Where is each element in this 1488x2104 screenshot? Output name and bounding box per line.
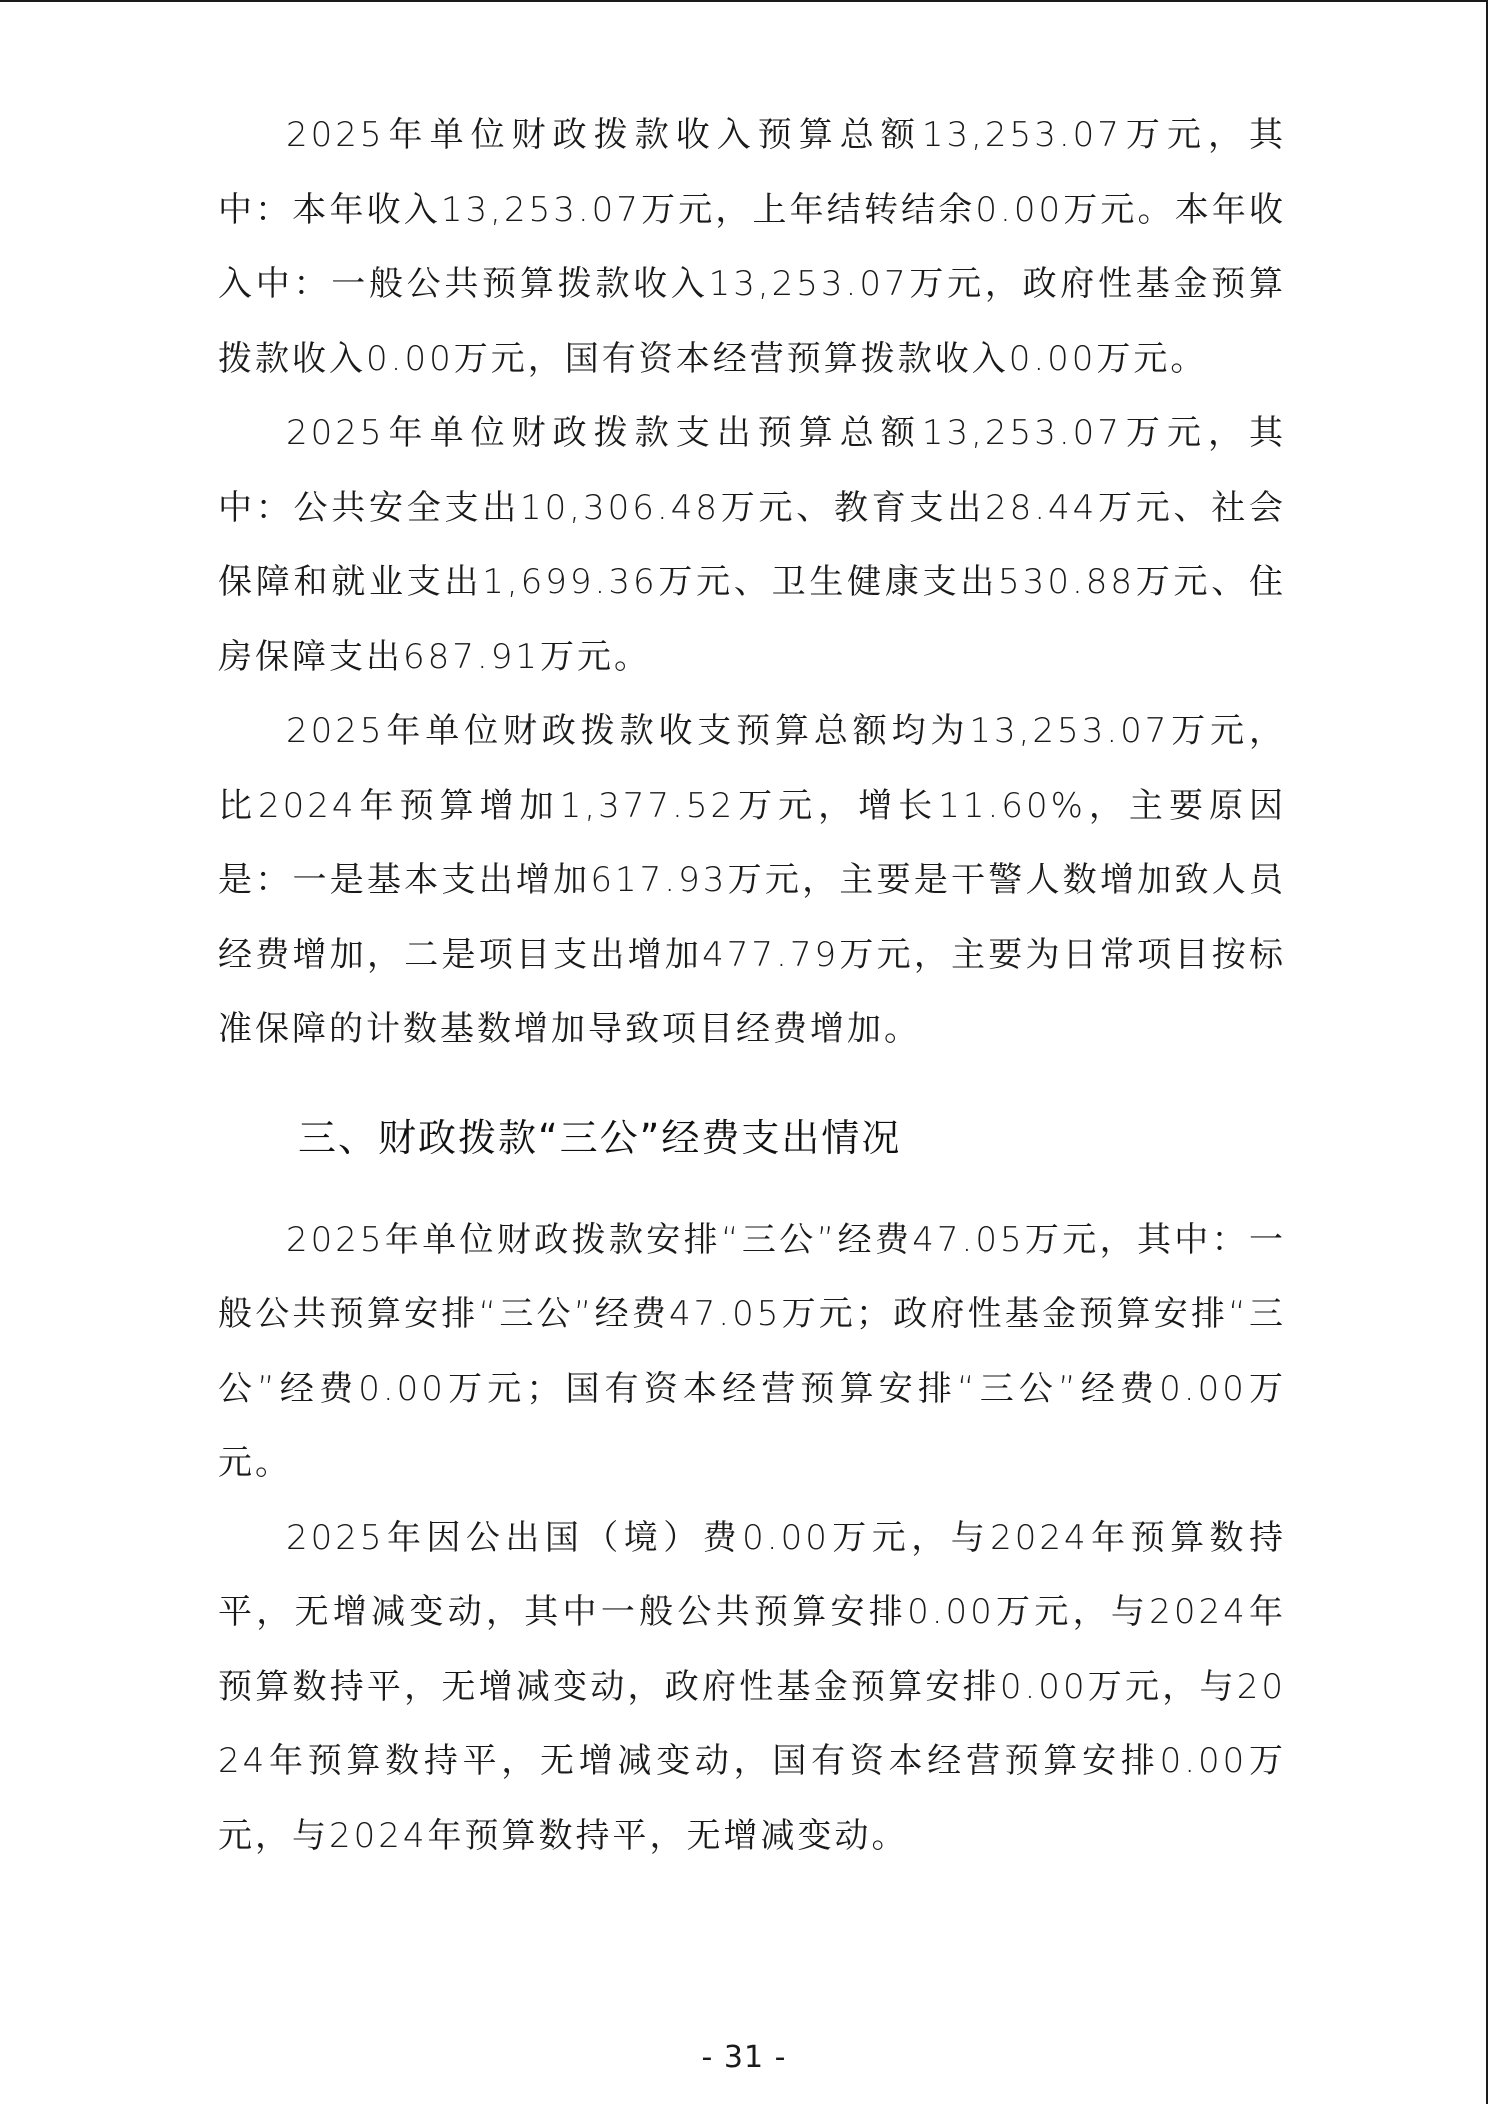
paragraph-revenue-budget: 2025年单位财政拨款收入预算总额13,253.07万元，其中：本年收入13,253.07万元，上年结转结余0.00万元。本年收入中：一般公共预算拨款收入13,253.07万元，政府性基金预算拨款收入0.00万元，国有资本经营预算拨款收入0.00万元。 <box>218 115 1286 379</box>
page-number: - 31 - <box>701 2040 787 2075</box>
paragraph-three-public-expenses: 2025年单位财政拨款安排“三公”经费47.05万元，其中：一般公共预算安排“三公”经费47.05万元；政府性基金预算安排“三公”经费0.00万元；国有资本经营预算安排“三公”经费0.00万元。 <box>218 1219 1286 1483</box>
page-content <box>218 98 1286 1873</box>
section-heading-three-public-expenses: 三、财政拨款“三公”经费支出情况 <box>298 1115 902 1160</box>
paragraph-budget-comparison: 2025年单位财政拨款收支预算总额均为13,253.07万元，比2024年预算增加1,377.52万元，增长11.60%，主要原因是：一是基本支出增加617.93万元，主要是干警人数增加致人员经费增加，二是项目支出增加477.79万元，主要为日常项目按标准保障的计数基数增加导致项目经费增加。 <box>218 711 1286 1049</box>
paragraph-overseas-travel: 2025年因公出国（境）费0.00万元，与2024年预算数持平，无增减变动，其中一般公共预算安排0.00万元，与2024年预算数持平，无增减变动，政府性基金预算安排0.00万元，与2024年预算数持平，无增减变动，国有资本经营预算安排0.00万元，与2024年预算数持平，无增减变动。 <box>218 1517 1286 1856</box>
paragraph-expenditure-budget: 2025年单位财政拨款支出预算总额13,253.07万元，其中：公共安全支出10,306.48万元、教育支出28.44万元、社会保障和就业支出1,699.36万元、卫生健康支出530.88万元、住房保障支出687.91万元。 <box>218 413 1286 677</box>
page-border-top <box>0 0 1488 2</box>
